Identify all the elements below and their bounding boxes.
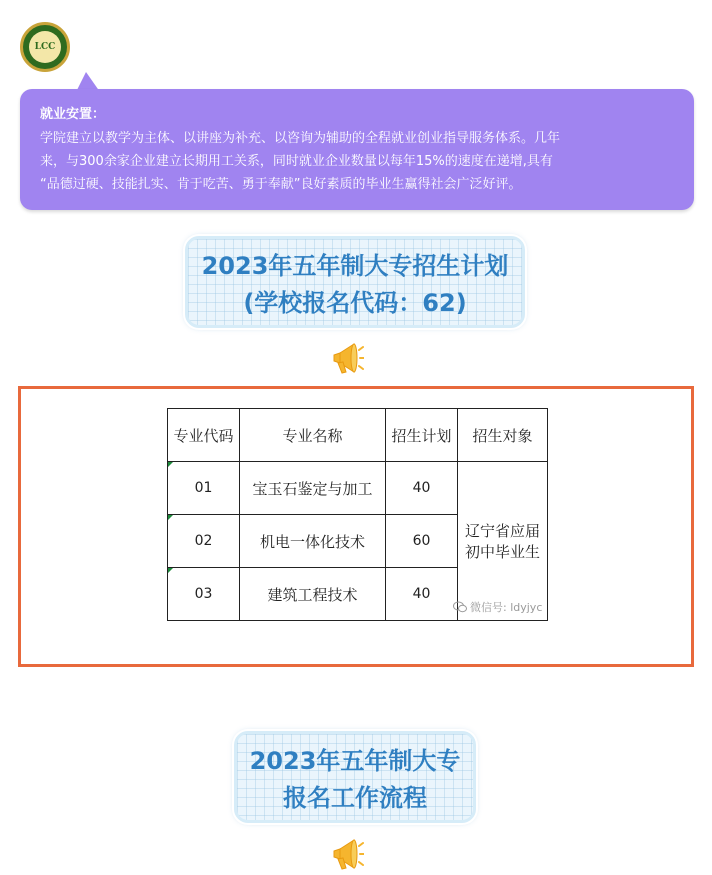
watermark-text: 微信号: ldyjyc [470, 601, 543, 614]
process-heading-card [234, 731, 476, 823]
megaphone-icon [330, 836, 364, 872]
employment-text [40, 127, 674, 196]
cell-name: 宝玉石鉴定与加工 [240, 462, 386, 515]
enrollment-plan-table [167, 408, 548, 621]
enrollment-table-frame [18, 386, 694, 667]
plan-heading-card [185, 236, 525, 328]
employment-line: 学院建立以教学为主体、以讲座为补充、以咨询为辅助的全程就业创业指导服务体系。几年 [40, 131, 561, 146]
cell-code [168, 568, 240, 621]
cell-code-text: 02 [194, 533, 213, 549]
table-row [168, 462, 548, 515]
employment-info-box [20, 89, 694, 210]
wechat-icon [453, 601, 467, 613]
cell-name: 建筑工程技术 [240, 568, 386, 621]
cell-target [458, 462, 548, 621]
cell-target-line: 初中毕业生 [464, 543, 540, 561]
cell-target-line: 辽宁省应届 [464, 522, 540, 540]
cell-code [168, 462, 240, 515]
megaphone-icon [330, 340, 364, 376]
cell-marker-icon [168, 515, 173, 520]
cell-plan: 40 [386, 462, 458, 515]
plan-heading-title: 2023年五年制大专招生计划 [201, 252, 509, 280]
employment-line: 来，与300余家企业建立长期用工关系，同时就业企业数量以每年15%的速度在递增,具有 [40, 154, 553, 169]
cell-code [168, 515, 240, 568]
table-header-row [168, 409, 548, 462]
cell-code-text: 03 [194, 586, 213, 602]
cell-marker-icon [168, 568, 173, 573]
employment-title: 就业安置： [40, 107, 106, 122]
header-plan: 招生计划 [386, 409, 458, 462]
process-heading-line2: 报名工作流程 [283, 784, 427, 812]
cell-code-text: 01 [194, 480, 213, 496]
header-target: 招生对象 [458, 409, 548, 462]
school-logo-icon [20, 22, 70, 72]
cell-plan: 60 [386, 515, 458, 568]
plan-heading-code: (学校报名代码：62) [243, 289, 467, 317]
employment-line: “品德过硬、技能扎实、肯于吃苦、勇于奉献”良好素质的毕业生赢得社会广泛好评。 [40, 177, 522, 192]
header-name: 专业名称 [240, 409, 386, 462]
school-logo-text: LCC [29, 31, 61, 63]
wechat-watermark [453, 599, 542, 615]
cell-name: 机电一体化技术 [240, 515, 386, 568]
cell-plan: 40 [386, 568, 458, 621]
process-heading-line1: 2023年五年制大专 [249, 747, 461, 775]
header-code: 专业代码 [168, 409, 240, 462]
cell-marker-icon [168, 462, 173, 467]
